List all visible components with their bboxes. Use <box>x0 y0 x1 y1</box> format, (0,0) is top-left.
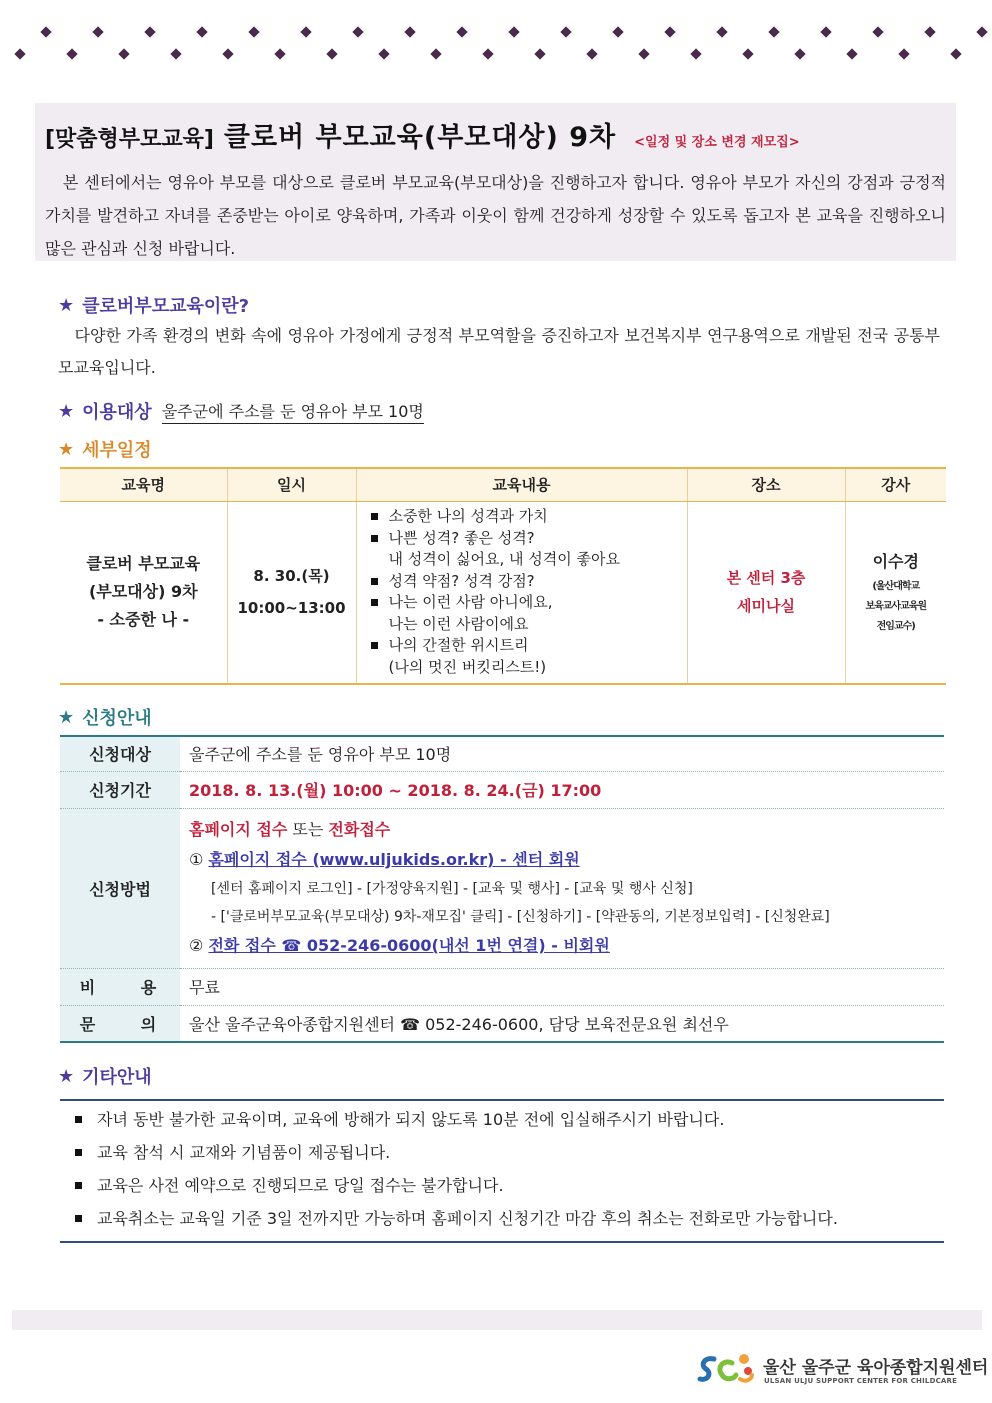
homepage-link[interactable]: 홈페이지 접수 (www.uljukids.or.kr) - 센터 회원 <box>208 850 580 869</box>
apply-method-label: 신청방법 <box>60 808 180 968</box>
course-name-line: - 소중한 나 - <box>97 610 190 630</box>
apply-cost-value: 무료 <box>180 968 944 1005</box>
diamond-dot <box>378 48 389 59</box>
etc-heading-text: 기타안내 <box>82 1067 152 1088</box>
cell-place <box>687 501 845 684</box>
course-time: 10:00~13:00 <box>237 599 346 618</box>
diamond-dot <box>820 26 831 37</box>
apply-row-cost <box>60 968 944 1005</box>
page-title <box>45 115 946 154</box>
content-continuation: 내 성격이 싫어요, 내 성격이 좋아요 <box>388 550 620 569</box>
apply-period-value: 2018. 8. 13.(월) 10:00 ~ 2018. 8. 24.(금) 17:00 <box>180 771 944 808</box>
title-prefix: [맞춤형부모교육] <box>45 127 214 152</box>
col-instructor: 강사 <box>845 468 946 501</box>
instructor-detail-line: 보육교사교육원 <box>865 601 927 613</box>
diamond-dot <box>118 48 129 59</box>
center-logo-icon <box>696 1351 756 1387</box>
title-note: <일정 및 장소 변경 재모집> <box>634 135 800 150</box>
diamond-dot <box>66 48 77 59</box>
place-line: 본 센터 3층 <box>726 569 806 588</box>
col-contents: 교육내용 <box>356 468 687 501</box>
apply-row-contact <box>60 1005 944 1042</box>
content-bullet-item: 소중한 나의 성격과 가치 <box>369 506 687 528</box>
about-text-body: 다양한 가족 환경의 변화 속에 영유아 가정에게 긍정적 부모역할을 증진하고자 보건복지부 연구용역으로 개발된 전국 공통부모교육입니다. <box>58 326 940 377</box>
apply-target-value: 울주군에 주소를 둔 영유아 부모 10명 <box>180 736 944 771</box>
etc-list <box>60 1099 944 1243</box>
apply-row-target <box>60 736 944 771</box>
course-date: 8. 30.(목) <box>253 567 330 586</box>
cell-datetime <box>227 501 356 684</box>
diamond-dot <box>976 26 987 37</box>
diamond-dot <box>690 48 701 59</box>
apply-table <box>60 735 944 1043</box>
org-name: 울산 울주군 육아종합지원센터 <box>763 1358 989 1378</box>
diamond-dot <box>248 26 259 37</box>
about-heading-text: 클로버부모교육이란? <box>82 296 250 317</box>
intro-text <box>45 166 946 265</box>
list-item: 교육취소는 교육일 기준 3일 전까지만 가능하며 홈페이지 신청기간 마감 후의 취소는 전화로만 가능합니다. <box>60 1202 944 1235</box>
col-name: 교육명 <box>60 468 227 501</box>
diamond-dot <box>170 48 181 59</box>
method-head-phone: 전화접수 <box>328 820 391 839</box>
diamond-dot <box>196 26 207 37</box>
course-name-line: 클로버 부모교육 <box>86 554 201 574</box>
diamond-dot <box>40 26 51 37</box>
star-icon: ★ <box>58 438 75 460</box>
schedule-heading <box>58 436 152 462</box>
apply-heading-text: 신청안내 <box>82 708 152 729</box>
diamond-dot <box>768 26 779 37</box>
method-head-web: 홈페이지 접수 <box>189 820 288 839</box>
content-bullet-item: 나는 이런 사람 아니에요, <box>369 592 687 614</box>
apply-row-method <box>60 808 944 968</box>
diamond-dot <box>482 48 493 59</box>
diamond-dot <box>326 48 337 59</box>
list-item: 교육은 사전 예약으로 진행되므로 당일 접수는 불가합니다. <box>60 1169 944 1202</box>
diamond-dot <box>742 48 753 59</box>
method-2-num: ② <box>189 936 204 955</box>
diamond-dot <box>534 48 545 59</box>
diamond-dot <box>638 48 649 59</box>
diamond-dot <box>144 26 155 37</box>
instructor-name: 이수경 <box>872 552 919 572</box>
diamond-dot <box>586 48 597 59</box>
diamond-dot <box>222 48 233 59</box>
content-continuation: 나는 이런 사람이에요 <box>388 614 529 633</box>
list-item: 교육 참석 시 교재와 기념품이 제공됩니다. <box>60 1136 944 1169</box>
method-1 <box>189 845 944 875</box>
diamond-dot <box>612 26 623 37</box>
apply-period-label: 신청기간 <box>60 771 180 808</box>
content-bullet-item: 나쁜 성격? 좋은 성격? <box>369 528 687 550</box>
diamond-dot <box>872 26 883 37</box>
diamond-dot <box>560 26 571 37</box>
diamond-dot <box>924 26 935 37</box>
instructor-detail-line: (울산대학교 <box>872 581 920 593</box>
diamond-dot <box>92 26 103 37</box>
cell-course-name <box>60 501 227 684</box>
diamond-dot <box>300 26 311 37</box>
diamond-dot <box>664 26 675 37</box>
apply-method-value <box>180 808 944 968</box>
diamond-dot <box>430 48 441 59</box>
diamond-dot <box>898 48 909 59</box>
content-continuation: (나의 멋진 버킷리스트!) <box>388 657 547 676</box>
apply-contact-label: 문 의 <box>60 1005 180 1042</box>
diamond-dot <box>404 26 415 37</box>
method-2 <box>189 931 944 961</box>
about-text <box>58 320 940 384</box>
diamond-dot <box>274 48 285 59</box>
apply-heading <box>58 704 152 730</box>
etc-heading <box>58 1063 152 1089</box>
apply-contact-value: 울산 울주군육아종합지원센터 ☎ 052-246-0600, 담당 보육전문요원 최선우 <box>180 1005 944 1042</box>
star-icon: ★ <box>58 400 75 422</box>
schedule-header-row <box>60 468 946 501</box>
method-1-path-1: [센터 홈페이지 로그인] - [가정양육지원] - [교육 및 행사] - [교육 및 행사 신청] <box>211 881 693 897</box>
cell-contents <box>356 501 687 684</box>
footer-band <box>12 1310 982 1330</box>
intro-text-body: 본 센터에서는 영유아 부모를 대상으로 클로버 부모교육(부모대상)을 진행하고자 합니다. 영유아 부모가 자신의 강점과 긍정적 가치를 발견하고 자녀를 존중받는 아이로 양육하며, 가족과 이웃이 함께 건강하게 성장할 수 있도록 돕고자 본 교육을 진행하오니 많은 관심과 신청 바랍니다. <box>45 173 946 258</box>
diamond-dot <box>846 48 857 59</box>
method-1-num: ① <box>189 850 204 869</box>
method-1-path-2: - ['클로버부모교육(부모대상) 9차-재모집' 클릭] - [신청하기] - [약관동의, 기본정보입력] - [신청완료] <box>211 909 830 925</box>
schedule-table <box>60 467 946 685</box>
contents-list <box>357 506 687 678</box>
about-heading <box>58 292 249 318</box>
target-heading-text: 이용대상 <box>82 402 152 423</box>
title-main: 클로버 부모교육(부모대상) 9차 <box>223 122 617 153</box>
diamond-dot <box>950 48 961 59</box>
list-item: 자녀 동반 불가한 교육이며, 교육에 방해가 되지 않도록 10분 전에 입실해주시기 바랍니다. <box>60 1103 944 1136</box>
cell-instructor <box>845 501 946 684</box>
apply-row-period <box>60 771 944 808</box>
table-row <box>60 501 946 684</box>
phone-link[interactable]: 전화 접수 ☎ 052-246-0600(내선 1번 연결) - 비회원 <box>208 936 610 955</box>
target-value: 울주군에 주소를 둔 영유아 부모 10명 <box>162 399 424 424</box>
method-head-or: 또는 <box>292 820 324 839</box>
content-bullet-item: 나의 간절한 위시트리 <box>369 635 687 657</box>
diamond-dot <box>456 26 467 37</box>
col-place: 장소 <box>687 468 845 501</box>
intro-box <box>35 103 956 261</box>
place-line: 세미나실 <box>737 597 795 616</box>
target-heading <box>58 398 424 424</box>
decorative-dots <box>0 22 992 66</box>
method-headline <box>189 815 944 845</box>
apply-cost-label: 비 용 <box>60 968 180 1005</box>
course-name-line: (부모대상) 9차 <box>88 582 198 602</box>
diamond-dot <box>508 26 519 37</box>
instructor-detail-line: 전임교수) <box>876 621 915 633</box>
schedule-heading-text: 세부일정 <box>82 440 152 461</box>
content-bullet-item: 성격 약점? 성격 강점? <box>369 571 687 593</box>
diamond-dot <box>14 48 25 59</box>
col-date: 일시 <box>227 468 356 501</box>
apply-target-label: 신청대상 <box>60 736 180 771</box>
diamond-dot <box>716 26 727 37</box>
diamond-dot <box>352 26 363 37</box>
org-name-en: ULSAN ULJU SUPPORT CENTER FOR CHILDCARE <box>764 1377 958 1385</box>
star-icon: ★ <box>58 1065 75 1087</box>
star-icon: ★ <box>58 294 75 316</box>
star-icon: ★ <box>58 706 75 728</box>
diamond-dot <box>794 48 805 59</box>
